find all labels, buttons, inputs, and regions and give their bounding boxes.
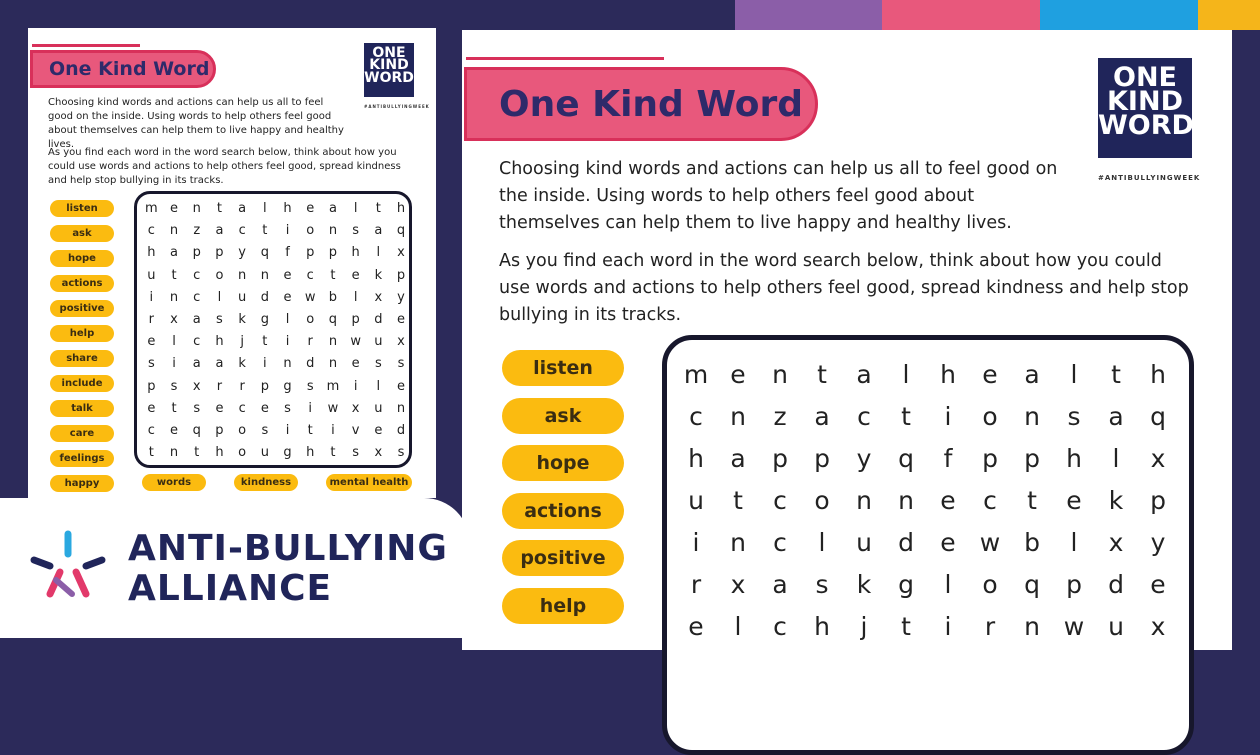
grid-letter: y [856,444,872,473]
grid-letter: q [898,444,914,473]
decor-stripe-blue [1040,0,1200,30]
grid-letter: h [688,444,704,473]
grid-letter: d [260,289,269,305]
page-title [464,67,818,141]
grid-letter: t [901,612,911,641]
grid-letter: u [374,334,383,350]
grid-letter: v [351,423,360,438]
grid-letter: j [860,612,868,641]
grid-letter: k [856,570,872,599]
grid-letter: c [306,267,314,283]
grid-letter: e [730,360,746,389]
grid-letter: k [374,267,383,283]
grid-letter: q [260,245,269,261]
word-pill: ask [50,225,114,242]
grid-letter: k [238,356,246,372]
grid-letter: j [240,334,244,350]
grid-letter: p [147,378,156,394]
grid-letter: t [330,267,336,283]
decor-stripe-yellow [1198,0,1260,30]
grid-letter: c [983,486,997,515]
grid-letter: l [217,289,222,305]
grid-letter: h [940,360,956,389]
brand-name-line2: ALLIANCE [128,568,333,609]
grid-letter: o [814,486,830,515]
logo-line: KIND [369,57,409,74]
grid-letter: s [397,445,405,461]
decor-stripe-purple [735,0,885,30]
grid-letter: f [285,245,290,261]
grid-letter: x [397,245,405,261]
grid-letter: h [215,334,224,350]
intro-paragraph: Choosing kind words and actions can help us all to feel good on the inside. Using words to help others feel good about themselves can help them to live happy and healthy lives. [499,159,1058,233]
logo-line: KIND [1107,85,1183,117]
grid-letter: l [944,570,952,599]
grid-letter: t [1027,486,1037,515]
grid-letter: a [814,402,830,431]
grid-letter: t [901,402,911,431]
word-pill: positive [50,300,114,317]
grid-letter: m [683,360,709,389]
grid-letter: e [397,378,406,394]
grid-letter: t [1111,360,1121,389]
grid-letter: s [352,223,360,239]
grid-letter: i [263,356,267,372]
thumb-instructions: As you find each word in the word search below, think about how you could use words and actions to help others feel good, spread kindness and help stop bullying in its tracks. [48,147,401,186]
word-pill: include [50,375,114,392]
brand-name-line1: ANTI-BULLYING [128,528,448,569]
grid-letter: c [193,334,201,350]
grid-letter: n [856,486,872,515]
grid-letter: c [773,528,787,557]
grid-letter: z [773,402,787,431]
grid-letter: e [351,356,360,372]
grid-letter: a [238,201,247,216]
grid-letter: i [285,423,290,438]
grid-letter: t [817,360,827,389]
thumb-logo [364,43,414,97]
grid-letter: s [306,378,314,394]
word-pill: actions [50,275,114,292]
grid-letter: e [940,528,956,557]
grid-letter: n [169,289,179,305]
logo-line: WORD [364,69,414,86]
grid-letter: w [304,289,316,305]
worksheet-thumbnail [28,28,436,498]
grid-letter: w [979,528,1001,557]
worksheet-page [462,30,1232,650]
grid-letter: h [215,445,224,461]
anti-bullying-alliance-logo-icon [28,528,108,608]
grid-letter: r [148,312,155,327]
grid-letter: s [352,445,360,461]
grid-letter: k [1108,486,1124,515]
thumb-intro: Choosing kind words and actions can help us all to feel good on the inside. Using words to help others feel good about themselves can help them to live happy and healthy lives. [48,97,344,150]
grid-letter: s [147,356,155,372]
grid-letter: n [730,528,746,557]
grid-letter: c [193,289,201,305]
grid-letter: i [308,400,313,416]
grid-letter: e [170,423,179,438]
word-pill: mental health [326,474,412,491]
hashtag: #ANTIBULLYINGWEEK [1098,174,1201,182]
grid-letter: s [170,378,178,394]
grid-letter: a [772,570,788,599]
grid-letter: e [283,267,292,283]
word-pill: listen [50,200,114,217]
grid-letter: a [1108,402,1124,431]
grid-letter: r [690,570,702,599]
grid-letter: a [730,444,746,473]
grid-letter: i [331,423,335,438]
grid-letter: p [982,444,998,473]
grid-letter: p [814,444,830,473]
grid-letter: n [328,334,338,350]
grid-letter: m [145,201,158,216]
word-pill: listen [502,350,624,386]
grid-letter: n [730,402,746,431]
grid-letter: n [328,223,338,239]
grid-letter: h [396,201,406,216]
grid-letter: x [374,289,383,305]
grid-letter: n [898,486,914,515]
word-pill: care [50,425,114,442]
grid-letter: n [396,400,406,416]
grid-letter: a [374,223,383,239]
title-accent-line [466,57,664,60]
grid-letter: c [773,486,787,515]
grid-letter: r [984,612,996,641]
grid-letter: l [1112,444,1120,473]
grid-letter: a [215,356,224,372]
grid-letter: a [856,360,872,389]
grid-letter: l [376,378,381,394]
grid-letter: w [1063,612,1085,641]
thumb-word-search-grid [134,191,412,468]
grid-letter: l [172,334,176,350]
grid-letter: u [238,289,247,305]
grid-letter: x [374,445,383,461]
grid-letter: g [283,378,292,394]
grid-letter: e [1066,486,1082,515]
grid-letter: a [215,223,224,239]
grid-letter: s [216,312,223,327]
grid-letter: t [262,223,268,239]
word-pill: actions [502,493,624,529]
thumb-title-text: One Kind Word [49,58,210,80]
grid-letter: g [260,312,269,327]
grid-letter: q [1024,570,1040,599]
grid-letter: c [193,267,201,283]
grid-letter: a [328,201,337,216]
grid-letter: s [1067,402,1081,431]
grid-letter: z [193,223,201,239]
grid-letter: e [170,201,179,216]
grid-letter: u [1108,612,1124,641]
grid-letter: p [260,378,269,394]
grid-letter: x [351,400,360,416]
word-pill: hope [50,250,114,267]
grid-letter: h [147,245,156,261]
grid-letter: w [327,400,339,416]
word-pill: words [142,474,206,491]
grid-letter: a [170,245,179,261]
grid-letter: l [1070,528,1078,557]
page-title-text: One Kind Word [499,83,804,125]
grid-letter: t [375,201,381,216]
grid-letter: i [944,402,952,431]
one-kind-word-logo [1098,58,1192,158]
grid-letter: t [171,267,177,283]
grid-letter: n [260,267,269,283]
grid-letter: a [192,356,201,372]
word-pill: positive [502,540,624,576]
word-pill: ask [502,398,624,434]
grid-letter: c [147,423,155,438]
grid-letter: u [374,400,383,416]
grid-letter: e [688,612,704,641]
grid-letter: p [192,245,201,261]
grid-letter: n [1024,612,1040,641]
grid-letter: e [283,289,292,305]
grid-letter: r [216,378,223,394]
grid-letter: q [328,312,338,327]
grid-letter: s [284,400,291,416]
grid-letter: u [856,528,872,557]
grid-letter: o [238,445,247,461]
grid-letter: q [396,223,406,239]
word-search-grid [662,335,1194,755]
grid-letter: x [1150,612,1166,641]
grid-letter: h [814,612,830,641]
word-pill: talk [50,400,114,417]
grid-letter: l [734,612,742,641]
decor-stripe-pink [882,0,1042,30]
grid-letter: c [238,400,246,416]
grid-letter: n [169,223,179,239]
grid-letter: d [1108,570,1124,599]
grid-letter: x [397,334,405,350]
grid-letter: i [944,612,952,641]
grid-letter: e [1150,570,1166,599]
grid-letter: l [376,245,381,261]
grid-letter: p [1066,570,1082,599]
grid-letter: p [306,245,315,261]
grid-letter: c [147,223,155,239]
thumb-hashtag: #ANTIBULLYINGWEEK [364,104,430,109]
grid-letter: y [238,245,246,261]
grid-letter: l [353,289,358,305]
grid-letter: e [940,486,956,515]
grid-letter: c [857,402,871,431]
grid-letter: d [396,423,406,438]
grid-letter: i [172,356,176,372]
grid-letter: o [238,423,247,438]
logo-line: ONE [1113,62,1177,93]
grid-letter: r [239,378,245,394]
grid-letter: d [898,528,914,557]
grid-letter: e [147,334,156,350]
grid-letter: t [307,423,313,438]
grid-letter: p [1150,486,1166,515]
grid-letter: x [1108,528,1124,557]
thumb-title [30,50,216,88]
grid-letter: m [326,378,340,394]
grid-letter: y [397,289,405,305]
grid-letter: h [1066,444,1082,473]
grid-letter: c [689,402,703,431]
grid-letter: f [943,444,953,473]
grid-letter: i [285,223,290,239]
grid-letter: l [902,360,910,389]
word-pill: help [50,325,114,342]
grid-letter: i [692,528,700,557]
grid-letter: s [815,570,829,599]
instructions-paragraph: As you find each word in the word search below, think about how you could use words and actions to help others feel good, spread kindness and help stop bullying in its tracks. [499,251,1189,325]
word-pill: help [502,588,624,624]
grid-letter: t [194,445,200,461]
grid-letter: h [283,201,292,216]
grid-letter: b [328,289,338,305]
grid-letter: s [261,423,269,438]
grid-letter: d [374,312,383,327]
grid-letter: d [306,356,315,372]
grid-letter: l [1070,360,1078,389]
grid-letter: a [192,312,201,327]
grid-letter: x [192,378,201,394]
grid-letter: o [215,267,224,283]
grid-letter: b [1024,528,1040,557]
grid-letter: p [215,423,224,438]
grid-letter: n [192,201,201,216]
grid-letter: e [374,423,383,438]
grid-letter: x [170,312,178,327]
grid-letter: t [733,486,743,515]
word-pill: kindness [234,474,298,491]
grid-letter: s [397,356,405,372]
grid-letter: l [818,528,826,557]
grid-letter: n [1024,402,1040,431]
grid-letter: n [283,356,292,372]
grid-letter: t [262,334,268,350]
grid-letter: e [982,360,998,389]
word-pill: share [50,350,114,367]
grid-letter: o [306,223,315,239]
grid-letter: e [306,201,315,216]
grid-letter: k [238,312,246,327]
grid-letter: p [772,444,788,473]
grid-letter: u [260,445,269,461]
grid-letter: q [192,423,201,438]
grid-letter: s [374,356,382,372]
grid-letter: i [285,334,290,350]
grid-letter: y [1150,528,1166,557]
grid-letter: l [353,201,358,216]
word-pill: hope [502,445,624,481]
grid-letter: p [328,245,338,261]
grid-letter: t [171,400,177,416]
grid-letter: e [351,267,360,283]
logo-line: WORD [1098,109,1194,141]
grid-letter: l [285,312,290,327]
grid-letter: t [148,445,154,461]
grid-letter: e [147,400,156,416]
grid-letter: i [149,289,154,305]
title-accent-line [32,44,140,47]
word-pill: feelings [50,450,114,467]
grid-letter: n [328,356,338,372]
grid-letter: a [1024,360,1040,389]
grid-letter: h [351,245,360,261]
grid-letter: e [215,400,224,416]
grid-letter: o [982,570,998,599]
grid-letter: e [260,400,269,416]
brand-panel [0,498,470,638]
grid-letter: i [353,378,358,394]
grid-letter: r [307,334,313,350]
grid-letter: g [898,570,914,599]
grid-letter: c [773,612,787,641]
grid-letter: t [216,201,222,216]
grid-letter: p [1024,444,1040,473]
grid-letter: x [1150,444,1166,473]
grid-letter: g [283,445,292,461]
grid-letter: e [397,312,406,327]
grid-letter: o [982,402,998,431]
grid-letter: l [263,201,267,216]
grid-letter: c [238,223,246,239]
grid-letter: p [215,245,224,261]
grid-letter: p [351,312,360,327]
grid-letter: t [330,445,336,461]
grid-letter: p [396,267,406,283]
grid-letter: n [238,267,247,283]
grid-letter: x [730,570,746,599]
grid-letter: u [688,486,704,515]
grid-letter: h [1150,360,1166,389]
grid-letter: w [350,334,361,350]
logo-line: ONE [372,45,406,61]
grid-letter: u [147,267,156,283]
grid-letter: s [193,400,201,416]
grid-letter: q [1150,402,1166,431]
grid-letter: n [772,360,788,389]
grid-letter: o [306,312,315,327]
grid-letter: n [169,445,179,461]
word-pill: happy [50,475,114,492]
grid-letter: h [306,445,315,461]
